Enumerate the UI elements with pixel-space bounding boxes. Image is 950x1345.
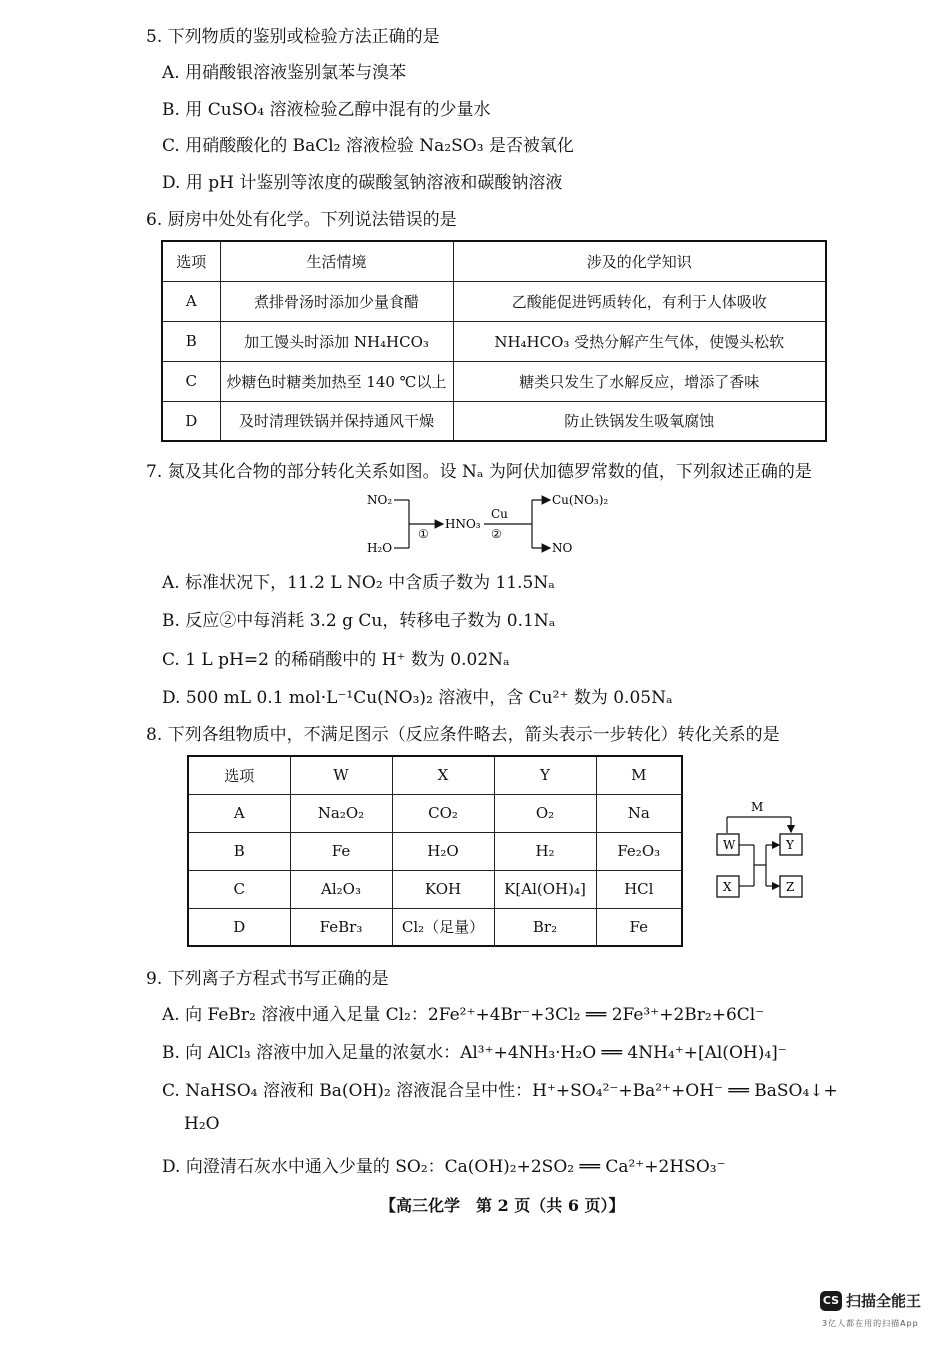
q8-header-row xyxy=(188,756,682,794)
q6-row-c xyxy=(162,361,826,401)
q8-cell: Fe xyxy=(596,908,682,946)
q7-option-c: C. 1 L pH=2 的稀硝酸中的 H⁺ 数为 0.02Nₐ xyxy=(162,650,510,670)
q5-option-c: C. 用硝酸酸化的 BaCl₂ 溶液检验 Na₂SO₃ 是否被氧化 xyxy=(162,136,574,156)
h2o-label: H₂O xyxy=(367,541,393,555)
q8-cell: B xyxy=(188,832,290,870)
camscanner-logo-icon: CS xyxy=(820,1291,842,1311)
q8-cell: Fe xyxy=(290,832,392,870)
q8-header-cell: M xyxy=(596,756,682,794)
q6-cell: 加工馒头时添加 NH₄HCO₃ xyxy=(220,321,453,361)
q8-cell: Al₂O₃ xyxy=(290,870,392,908)
q5-option-b: B. 用 CuSO₄ 溶液检验乙醇中混有的少量水 xyxy=(162,100,491,120)
page-footer: 【高三化学 第 2 页（共 6 页）】 xyxy=(380,1196,625,1215)
q5-option-a: A. 用硝酸银溶液鉴别氯苯与溴苯 xyxy=(162,63,407,83)
q7-option-d: D. 500 mL 0.1 mol·L⁻¹Cu(NO₃)₂ 溶液中，含 Cu²⁺ 数为 0.05Nₐ xyxy=(162,688,673,708)
hno3-label: HNO₃ xyxy=(445,517,481,531)
q9-option-a: A. 向 FeBr₂ 溶液中通入足量 Cl₂：2Fe²⁺+4Br⁻+3Cl₂ ══ 2Fe³⁺+2Br₂+6Cl⁻ xyxy=(162,1005,765,1025)
q6-stem: 6. 厨房中处处有化学。下列说法错误的是 xyxy=(146,210,457,230)
q8-cell: O₂ xyxy=(494,794,596,832)
q8-cell: Br₂ xyxy=(494,908,596,946)
q8-row-b xyxy=(188,832,682,870)
q8-cell: Cl₂（足量） xyxy=(392,908,494,946)
q8-cell: D xyxy=(188,908,290,946)
q6-cell: 及时清理铁锅并保持通风干燥 xyxy=(220,401,453,441)
q8-cell: K[Al(OH)₄] xyxy=(494,870,596,908)
z-label: Z xyxy=(786,880,795,894)
q6-cell: C xyxy=(162,361,220,401)
no2-label: NO₂ xyxy=(367,493,393,507)
camscanner-tagline: 3亿人都在用的扫描App xyxy=(822,1319,919,1328)
q6-header-cell: 选项 xyxy=(162,241,220,281)
q6-cell: 炒糖色时糖类加热至 140 ℃以上 xyxy=(220,361,453,401)
m-label: M xyxy=(751,800,764,814)
q6-cell: 煮排骨汤时添加少量食醋 xyxy=(220,281,453,321)
q9-option-c-continued: H₂O xyxy=(184,1114,220,1134)
q8-cell: Na₂O₂ xyxy=(290,794,392,832)
q8-cell: KOH xyxy=(392,870,494,908)
q8-row-c xyxy=(188,870,682,908)
cu-label: Cu xyxy=(491,507,508,521)
q6-cell: NH₄HCO₃ 受热分解产生气体，使馒头松软 xyxy=(453,321,826,361)
q8-row-a xyxy=(188,794,682,832)
q8-cell: H₂O xyxy=(392,832,494,870)
camscanner-brand-name: 扫描全能王 xyxy=(846,1292,922,1310)
no-label: NO xyxy=(552,541,573,555)
q6-cell: 乙酸能促进钙质转化，有利于人体吸收 xyxy=(453,281,826,321)
y-label: Y xyxy=(786,838,794,852)
q6-header-cell: 涉及的化学知识 xyxy=(453,241,826,281)
q6-cell: 防止铁锅发生吸氧腐蚀 xyxy=(453,401,826,441)
q8-header-cell: 选项 xyxy=(188,756,290,794)
q7-stem: 7. 氮及其化合物的部分转化关系如图。设 Nₐ 为阿伏加德罗常数的值，下列叙述正确的是 xyxy=(146,462,812,482)
q8-cell: FeBr₃ xyxy=(290,908,392,946)
q8-header-cell: X xyxy=(392,756,494,794)
q9-stem: 9. 下列离子方程式书写正确的是 xyxy=(146,969,389,989)
q6-cell: B xyxy=(162,321,220,361)
q8-table xyxy=(187,755,683,947)
q8-stem: 8. 下列各组物质中，不满足图示（反应条件略去，箭头表示一步转化）转化关系的是 xyxy=(146,725,780,745)
x-label: X xyxy=(723,880,732,894)
q8-cell: H₂ xyxy=(494,832,596,870)
wxyz-conversion-diagram xyxy=(710,795,810,905)
q8-cell: Na xyxy=(596,794,682,832)
step-1-label: ① xyxy=(418,527,429,541)
q6-row-a xyxy=(162,281,826,321)
cuno3-label: Cu(NO₃)₂ xyxy=(552,493,609,507)
q6-cell: A xyxy=(162,281,220,321)
q7-option-b: B. 反应②中每消耗 3.2 g Cu，转移电子数为 0.1Nₐ xyxy=(162,611,556,631)
q8-cell: Fe₂O₃ xyxy=(596,832,682,870)
q5-stem: 5. 下列物质的鉴别或检验方法正确的是 xyxy=(146,27,440,47)
q9-option-c: C. NaHSO₄ 溶液和 Ba(OH)₂ 溶液混合呈中性：H⁺+SO₄²⁻+Ba²⁺+OH⁻ ══ BaSO₄↓+ xyxy=(162,1081,838,1101)
nitrogen-conversion-diagram xyxy=(360,486,620,558)
step-2-label: ② xyxy=(491,527,502,541)
q6-header-row xyxy=(162,241,826,281)
q8-header-cell: W xyxy=(290,756,392,794)
q8-cell: C xyxy=(188,870,290,908)
q8-row-d xyxy=(188,908,682,946)
q5-option-d: D. 用 pH 计鉴别等浓度的碳酸氢钠溶液和碳酸钠溶液 xyxy=(162,173,563,193)
q8-cell: CO₂ xyxy=(392,794,494,832)
w-label: W xyxy=(723,838,736,852)
q8-cell: HCl xyxy=(596,870,682,908)
q9-option-b: B. 向 AlCl₃ 溶液中加入足量的浓氨水：Al³⁺+4NH₃·H₂O ══ 4NH₄⁺+[Al(OH)₄]⁻ xyxy=(162,1043,787,1063)
q6-cell: 糖类只发生了水解反应，增添了香味 xyxy=(453,361,826,401)
q8-header-cell: Y xyxy=(494,756,596,794)
q7-option-a: A. 标准状况下，11.2 L NO₂ 中含质子数为 11.5Nₐ xyxy=(162,573,555,593)
q8-cell: A xyxy=(188,794,290,832)
q6-header-cell: 生活情境 xyxy=(220,241,453,281)
q6-row-d xyxy=(162,401,826,441)
q6-row-b xyxy=(162,321,826,361)
q6-cell: D xyxy=(162,401,220,441)
q6-table xyxy=(161,240,827,442)
q9-option-d: D. 向澄清石灰水中通入少量的 SO₂：Ca(OH)₂+2SO₂ ══ Ca²⁺+2HSO₃⁻ xyxy=(162,1157,726,1177)
